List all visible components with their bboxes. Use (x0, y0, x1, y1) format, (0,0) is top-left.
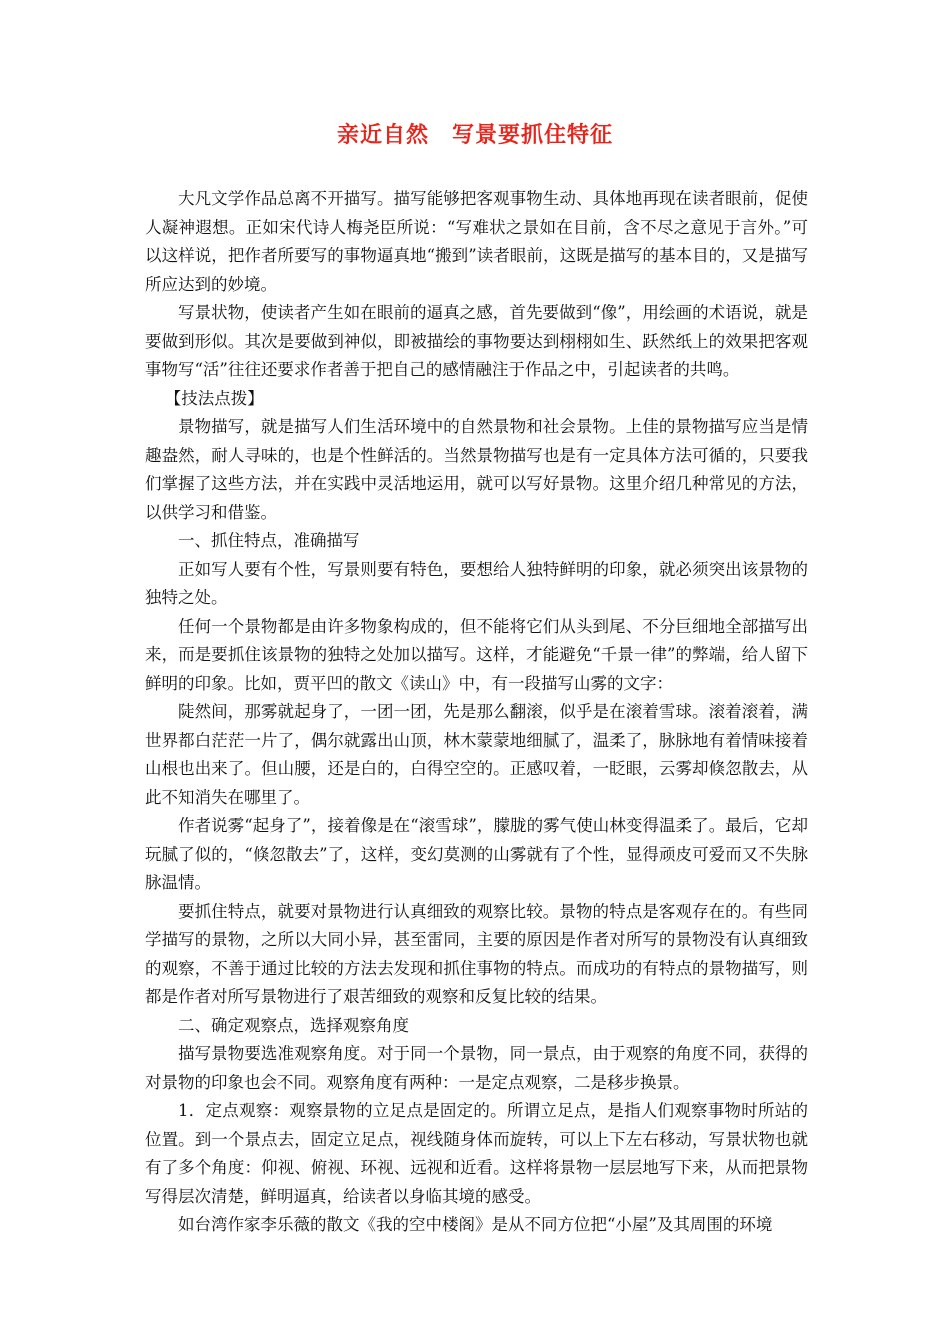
quoted-passage: 陡然间，那雾就起身了，一团一团，先是那么翻滚，似乎是在滚着雪球。滚着滚着，满世界都白茫茫一片了，偶尔就露出山顶，林木蒙蒙地细腻了，温柔了，脉脉地有着情味接着山根也出来了。但山腰，还是白的，白得空空的。正感叹着，一眨眼，云雾却倏忽散去，从此不知消失在哪里了。 (145, 702, 808, 807)
document-title: 亲近自然 写景要抓住特征 (336, 122, 613, 148)
section-heading: 二、确定观察点，选择观察角度 (178, 1015, 409, 1035)
paragraph: 大凡文学作品总离不开描写。描写能够把客观事物生动、具体地再现在读者眼前，促使人凝神遐想。正如宋代诗人梅尧臣所说：“写难状之景如在目前，含不尽之意见于言外。”可以这样说，把作者所要写的事物逼真地“搬到”读者眼前，这既是描写的基本目的，又是描写所应达到的妙境。 (145, 189, 808, 294)
paragraph: 写景状物，使读者产生如在眼前的逼真之感，首先要做到“像”，用绘画的术语说，就是要做到形似。其次是要做到神似，即被描绘的事物要达到栩栩如生、跃然纸上的效果把客观事物写“活”往往还要求作者善于把自己的感情融注于作品之中，引起读者的共鸣。 (145, 303, 808, 379)
paragraph: 景物描写，就是描写人们生活环境中的自然景物和社会景物。上佳的景物描写应当是情趣盎然，耐人寻味的，也是个性鲜活的。当然景物描写也是有一定具体方法可循的，只要我们掌握了这些方法，并在实践中灵活地运用，就可以写好景物。这里介绍几种常见的方法，以供学习和借鉴。 (145, 417, 808, 522)
paragraph: 1．定点观察：观察景物的立足点是固定的。所谓立足点，是指人们观察事物时所站的位置。到一个景点去，固定立足点，视线随身体而旋转，可以上下左右移动，写景状物也就有了多个角度：仰视、俯视、环视、远视和近看。这样将景物一层层地写下来，从而把景物写得层次清楚，鲜明逼真，给读者以身临其境的感受。 (145, 1101, 808, 1206)
paragraph: 如台湾作家李乐薇的散文《我的空中楼阁》是从不同方位把“小屋”及其周围的环境 (178, 1215, 773, 1234)
paragraph: 正如写人要有个性，写景则要有特色，要想给人独特鲜明的印象，就必须突出该景物的独特之处。 (145, 559, 808, 607)
section-heading: 【技法点拨】 (164, 388, 264, 408)
section-heading: 一、抓住特点，准确描写 (178, 531, 360, 550)
paragraph: 作者说雾“起身了”，接着像是在“滚雪球”，朦胧的雾气使山林变得温柔了。最后，它却玩腻了似的，“倏忽散去”了，这样，变幻莫测的山雾就有了个性，显得顽皮可爱而又不失脉脉温情。 (145, 816, 808, 892)
document-body (145, 185, 808, 1240)
paragraph: 描写景物要选准观察角度。对于同一个景物，同一景点，由于观察的角度不同，获得的对景物的印象也会不同。观察角度有两种：一是定点观察，二是移步换景。 (145, 1044, 808, 1092)
paragraph: 要抓住特点，就要对景物进行认真细致的观察比较。景物的特点是客观存在的。有些同学描写的景物，之所以大同小异，甚至雷同，主要的原因是作者对所写的景物没有认真细致的观察，不善于通过比较的方法去发现和抓住事物的特点。而成功的有特点的景物描写，则都是作者对所写景物进行了艰苦细致的观察和反复比较的结果。 (145, 901, 808, 1006)
paragraph: 任何一个景物都是由许多物象构成的，但不能将它们从头到尾、不分巨细地全部描写出来，而是要抓住该景物的独特之处加以描写。这样，才能避免“千景一律”的弊端，给人留下鲜明的印象。比如，贾平凹的散文《读山》中，有一段描写山雾的文字： (145, 616, 808, 693)
